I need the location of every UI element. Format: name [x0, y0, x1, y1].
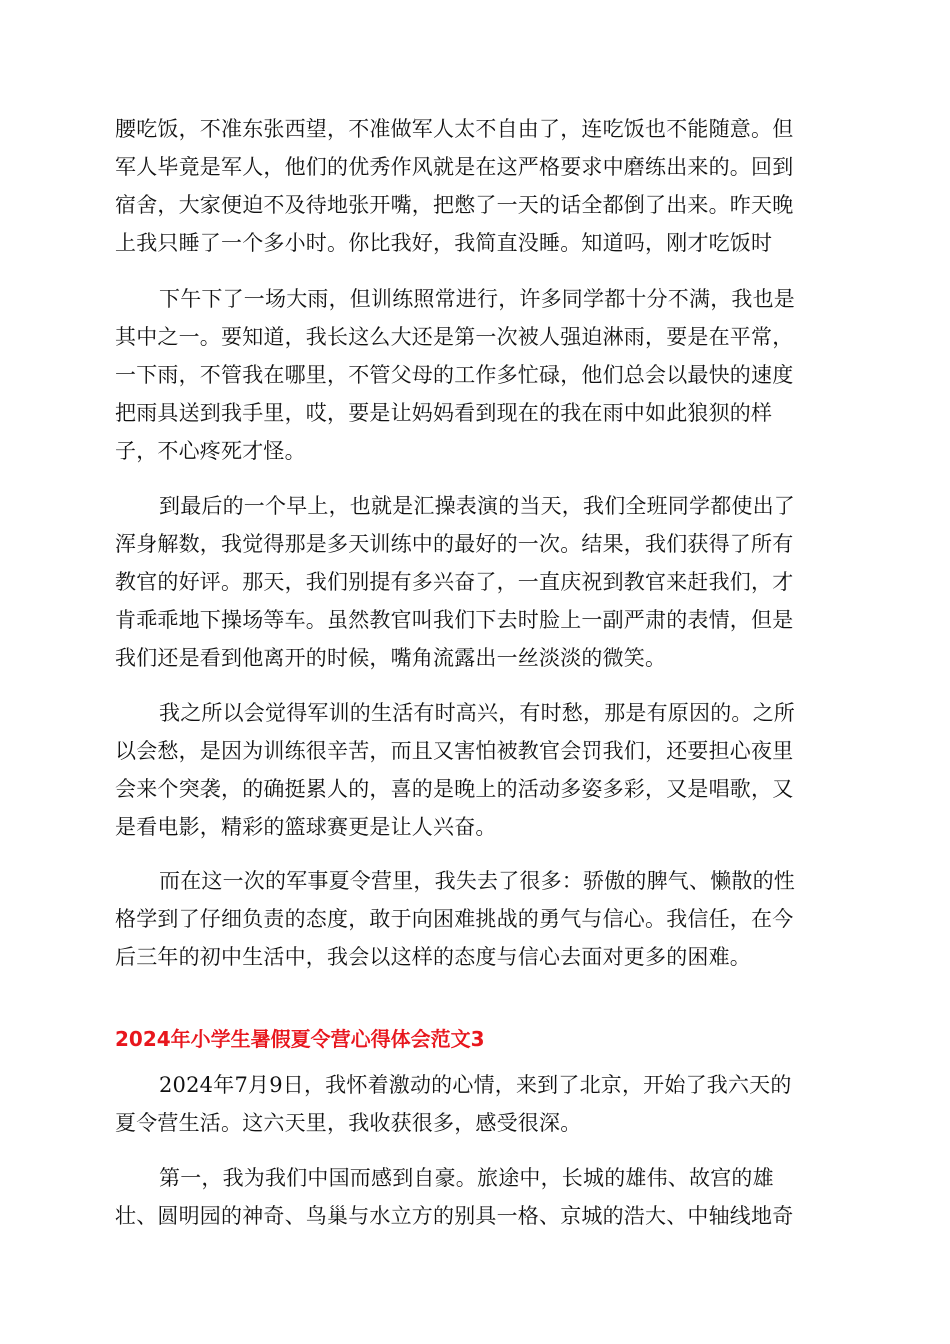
text-line: 一下雨，不管我在哪里，不管父母的工作多忙碌，他们总会以最快的速度 — [115, 363, 794, 387]
text-line: 格学到了仔细负责的态度，敢于向困难挑战的勇气与信心。我信任，在今 — [115, 907, 794, 931]
text-line: 以会愁，是因为训练很辛苦，而且又害怕被教官会罚我们，还要担心夜里 — [115, 739, 794, 763]
paragraph — [115, 1159, 835, 1235]
text-line: 把雨具送到我手里，哎，要是让妈妈看到现在的我在雨中如此狼狈的样 — [115, 401, 773, 425]
text-line: 教官的好评。那天，我们别提有多兴奋了，一直庆祝到教官来赶我们，才 — [115, 570, 794, 594]
text-line: 我们还是看到他离开的时候，嘴角流露出一丝淡淡的微笑。 — [115, 646, 667, 670]
text-line: 我之所以会觉得军训的生活有时高兴，有时愁，那是有原因的。之所 — [159, 701, 795, 725]
text-line: 子，不心疼死才怪。 — [115, 439, 306, 463]
text-line: 第一，我为我们中国而感到自豪。旅途中，长城的雄伟、故宫的雄 — [159, 1166, 774, 1190]
text-line: 2024年7月9日，我怀着激动的心情，来到了北京，开始了我六天的 — [159, 1073, 792, 1097]
text-line: 其中之一。要知道，我长这么大还是第一次被人强迫淋雨，要是在平常， — [115, 325, 794, 349]
text-line: 壮、圆明园的神奇、鸟巢与水立方的别具一格、京城的浩大、中轴线地奇 — [115, 1204, 794, 1228]
section-heading: 2024年小学生暑假夏令营心得体会范文3 — [115, 1027, 485, 1051]
text-line: 是看电影，精彩的篮球赛更是让人兴奋。 — [115, 815, 497, 839]
text-line: 腰吃饭，不准东张西望，不准做军人太不自由了，连吃饭也不能随意。但 — [115, 117, 794, 141]
text-line: 下午下了一场大雨，但训练照常进行，许多同学都十分不满，我也是 — [159, 287, 795, 311]
text-line: 上我只睡了一个多小时。你比我好，我简直没睡。知道吗，刚才吃饭时 — [115, 231, 773, 255]
paragraph — [115, 110, 835, 262]
text-line: 后三年的初中生活中，我会以这样的态度与信心去面对更多的困难。 — [115, 945, 751, 969]
text-line: 夏令营生活。这六天里，我收获很多，感受很深。 — [115, 1111, 582, 1135]
text-line: 会来个突袭，的确挺累人的，喜的是晚上的活动多姿多彩，又是唱歌，又 — [115, 777, 794, 801]
paragraph — [115, 487, 835, 677]
text-line: 到最后的一个早上，也就是汇操表演的当天，我们全班同学都使出了 — [159, 494, 795, 518]
paragraph — [115, 280, 835, 470]
text-line: 浑身解数，我觉得那是多天训练中的最好的一次。结果，我们获得了所有 — [115, 532, 794, 556]
text-line: 军人毕竟是军人，他们的优秀作风就是在这严格要求中磨练出来的。回到 — [115, 155, 794, 179]
paragraph — [115, 1066, 835, 1142]
paragraph — [115, 862, 835, 976]
text-line: 宿舍，大家便迫不及待地张开嘴，把憋了一天的话全都倒了出来。昨天晚 — [115, 193, 794, 217]
text-line: 肯乖乖地下操场等车。虽然教官叫我们下去时脸上一副严肃的表情，但是 — [115, 608, 794, 632]
paragraph — [115, 694, 835, 846]
text-line: 而在这一次的军事夏令营里，我失去了很多：骄傲的脾气、懒散的性 — [159, 869, 795, 893]
